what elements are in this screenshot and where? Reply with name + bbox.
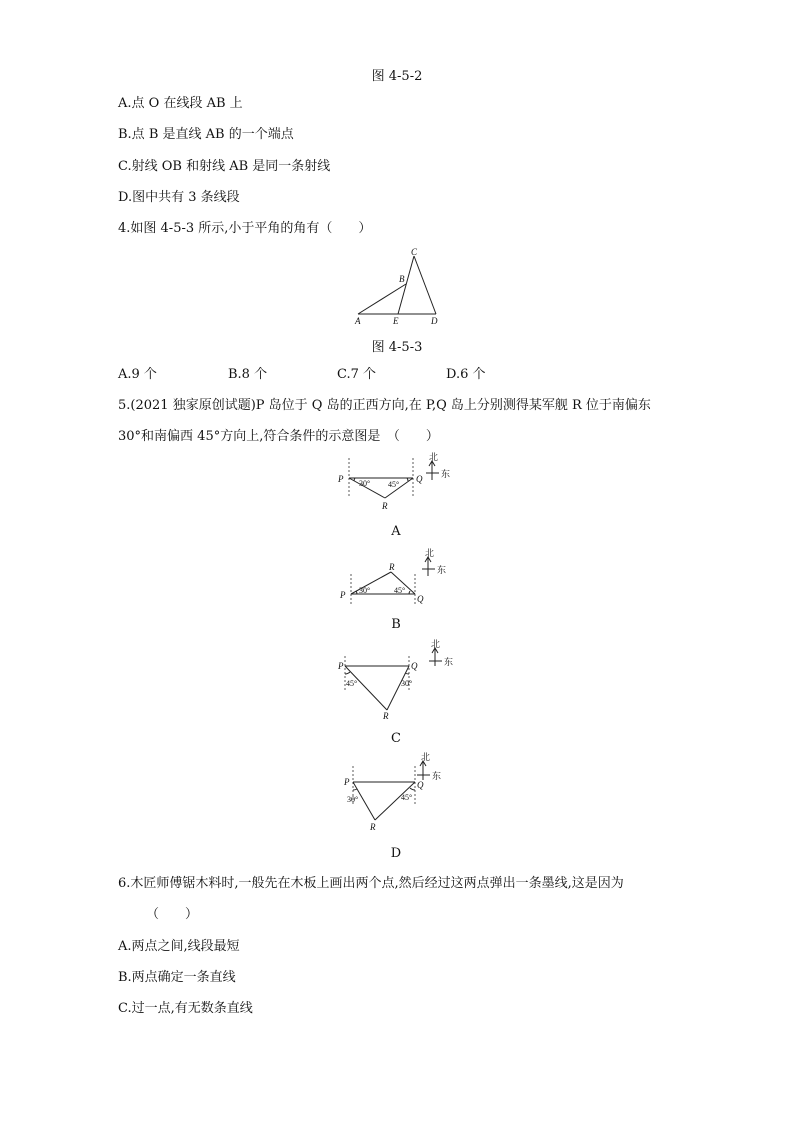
diagram-b: [335, 546, 465, 608]
label-r: R: [383, 711, 389, 721]
label-p: P: [340, 590, 346, 600]
figure-caption-4-5-3: 图 4-5-3: [371, 340, 423, 355]
angle-label-45: 45°: [346, 679, 358, 688]
compass-east-label: 东: [432, 771, 442, 781]
compass-north-label: 北: [429, 452, 439, 462]
q4-option-d: D.6 个: [446, 367, 486, 382]
q3-option-a: A.点 O 在线段 AB 上: [118, 96, 243, 111]
label-p: P: [338, 661, 344, 671]
label-r: R: [382, 501, 388, 511]
figure-caption-4-5-2: 图 4-5-2: [371, 69, 423, 84]
diagram-c: [335, 639, 465, 722]
diagram-d: [335, 752, 465, 836]
label-r: R: [370, 822, 376, 832]
point-b-label: B: [399, 274, 405, 284]
label-q: Q: [416, 474, 423, 484]
compass-east-label: 东: [437, 565, 447, 575]
label-p: P: [338, 474, 344, 484]
q6-option-c: C.过一点,有无数条直线: [118, 1001, 253, 1016]
point-a-label: A: [355, 316, 361, 326]
diagram-a: [335, 452, 465, 514]
angle-label-30: 30°: [347, 795, 359, 804]
label-p: P: [344, 777, 350, 787]
q5-stem-line1: 5.(2021 独家原创试题)P 岛位于 Q 岛的正西方向,在 P,Q 岛上分别测得某军舰 R 位于南偏东: [118, 398, 651, 413]
q4-option-a: A.9 个: [118, 367, 157, 382]
angle-label-30: 30°: [359, 586, 371, 595]
diagram-d-caption: D: [390, 846, 402, 861]
figure-4-5-3: [350, 248, 450, 328]
q3-option-b: B.点 B 是直线 AB 的一个端点: [118, 127, 294, 142]
compass-east-label: 东: [444, 657, 454, 667]
q3-option-d: D.图中共有 3 条线段: [118, 190, 240, 205]
angle-label-45: 45°: [394, 586, 406, 595]
compass-north-label: 北: [425, 548, 435, 558]
point-d-label: D: [431, 316, 438, 326]
diagram-a-caption: A: [391, 524, 401, 539]
label-q: Q: [417, 594, 424, 604]
compass-east-label: 东: [441, 469, 451, 479]
compass-north-label: 北: [431, 639, 441, 649]
q4-option-b: B.8 个: [228, 367, 268, 382]
q4-stem: 4.如图 4-5-3 所示,小于平角的角有（ ）: [118, 221, 372, 236]
q6-stem-line1: 6.木匠师傅锯木料时,一般先在木板上画出两个点,然后经过这两点弹出一条墨线,这是因为: [118, 876, 624, 891]
angle-label-45: 45°: [401, 793, 413, 802]
label-q: Q: [411, 661, 418, 671]
q6-option-b: B.两点确定一条直线: [118, 970, 236, 985]
label-r: R: [389, 562, 395, 572]
point-c-label: C: [411, 247, 418, 257]
label-q: Q: [417, 780, 424, 790]
point-e-label: E: [393, 316, 399, 326]
q4-option-c: C.7 个: [337, 367, 377, 382]
q6-option-a: A.两点之间,线段最短: [118, 939, 240, 954]
q6-stem-line2: （ ）: [146, 907, 199, 922]
diagram-b-caption: B: [391, 617, 401, 632]
q3-option-c: C.射线 OB 和射线 AB 是同一条射线: [118, 159, 331, 174]
q5-stem-line2: 30°和南偏西 45°方向上,符合条件的示意图是 （ ）: [118, 429, 439, 444]
diagram-c-caption: C: [391, 731, 401, 746]
angle-label-30: 30°: [359, 479, 371, 488]
angle-label-30: 30°: [401, 679, 413, 688]
angle-label-45: 45°: [388, 480, 400, 489]
compass-north-label: 北: [421, 752, 431, 762]
